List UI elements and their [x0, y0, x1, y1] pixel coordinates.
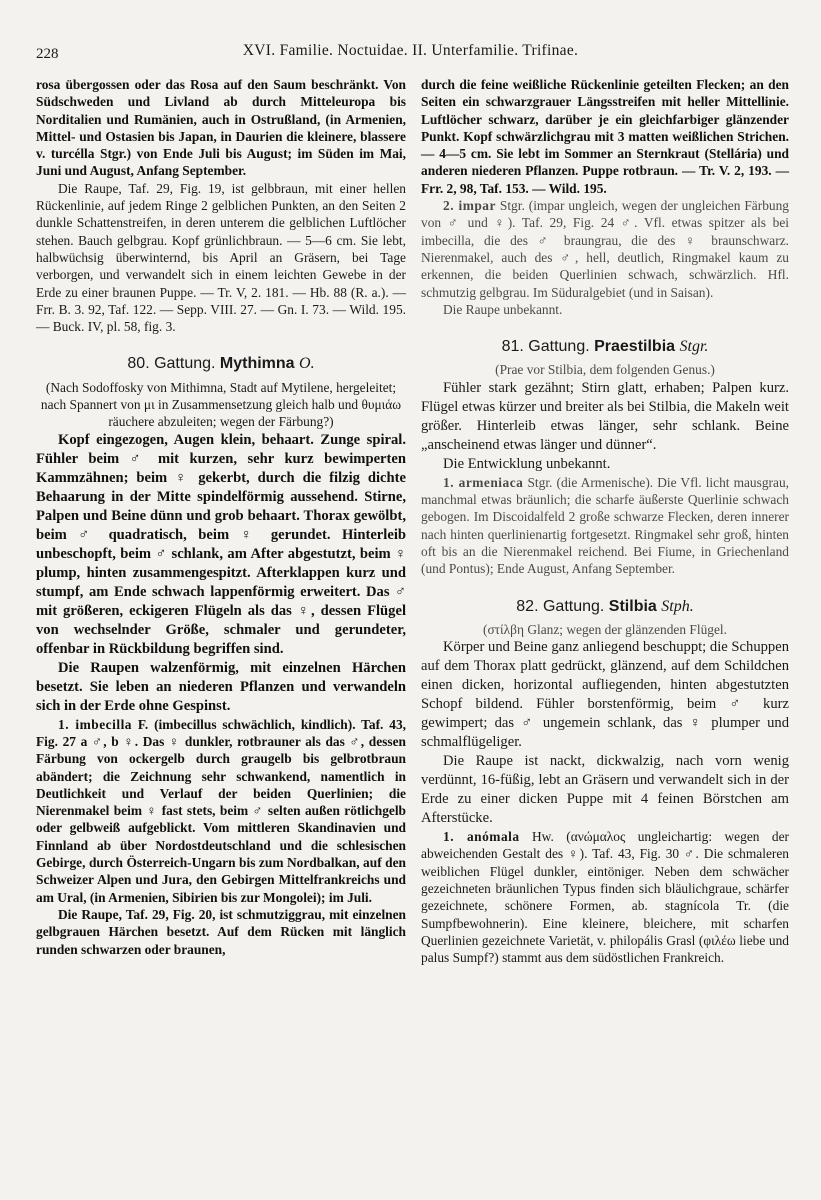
running-title: XVI. Familie. Noctuidae. II. Unterfamilie. Trifinae.: [242, 42, 579, 59]
species-raupe: Die Raupe unbekannt.: [443, 301, 563, 317]
species-raupe: Die Raupe, Taf. 29, Fig. 20, ist schmutziggrau, mit einzelnen gelbgrauen Härchen besetzt. Auf dem Rücken mit länglich runden schwarzen oder braunen,: [36, 906, 406, 957]
genus-number: 81. Gattung.: [501, 338, 590, 356]
species-imbecilla: [36, 716, 406, 906]
genus-81-heading: [421, 338, 789, 355]
genus-author: O.: [299, 355, 315, 373]
species-text: Stgr. (impar ungleich, wegen der ungleichen Färbung von ♂ und ♀). Taf. 29, Fig. 24 ♂. Vfl. etwas spitzer als bei imbecilla, die des ♂ braungrau, die des ♀ braunschwarz. Nierenmakel, auch des ♂, hell, deutlich, Ringmakel kaum zu erkennen, die beiden Querlinien schwach, schwärzlich. Hfl. schmutzig gelbgrau. Im Süduralgebiet (und in Saisan).: [421, 198, 789, 300]
right-column: [421, 76, 789, 967]
species-name: 1. imbecilla: [58, 716, 132, 732]
genus-raupen: Die Raupen walzenförmig, mit einzelnen Härchen besetzt. Sie leben an niederen Pflanzen und verwandeln sich in der Erde ohne Gespinst.: [36, 659, 406, 714]
genus-etymology: (Prae vor Stilbia, dem folgenden Genus.): [495, 362, 715, 378]
genus-80-heading: [36, 355, 406, 372]
genus-description: Kopf eingezogen, Augen klein, behaart. Zunge spiral. Fühler beim ♂ mit kurzen, sehr kurz bewimperten Kammzähnen; beim ♀ gekerbt, durch die filzig dichte Behaarung in der Mitte spindelförmig aussehend. Stirne, Palpen und Beine dünn und grob behaart. Thorax gewölbt, beim ♂ quadratisch, beim ♀ gerundet. Hinterleib unbeschopft, beim ♂ schlank, am After abgestutzt, beim ♀ plump, hinten zusammengespitzt. Afterklappen kurz und stumpf, am Ende schwach lappenförmig erweitert. Das ♂ mit größeren, eckigeren Flügeln als das ♀, dessen Flügel von wechselnder Größe, schmaler und gerundeter, offenbar in Rückbildung begriffen sind.: [36, 431, 406, 657]
page-number: 228: [36, 46, 59, 62]
genus-author: Stgr.: [679, 338, 709, 356]
species-impar: [421, 197, 789, 301]
species-name: 2. impar: [443, 198, 496, 214]
genus-name: Praestilbia: [594, 338, 676, 356]
species-name: 1. armeniaca: [443, 474, 524, 490]
species-armeniaca: [421, 474, 789, 578]
genus-development: Die Entwicklung unbekannt.: [443, 455, 611, 472]
page-header: [36, 38, 785, 68]
species-text: Stgr. (die Armenische). Die Vfl. licht mausgrau, manchmal etwas bräunlich; die scharfe äußerste Querlinie schwach gebogen. Im Discoidalfeld 2 große schwarze Flecken, deren innerer nach hinten querlinienartig fortgesetzt. Ringmakel sehr groß, hinten oft bis an die Nierenmakel reichend. Bei Fiume, in Griechenland (und Pontus); Ende August, Anfang September.: [421, 474, 789, 577]
genus-etymology: (Nach Sodoffosky von Mithimna, Stadt auf Mytilene, hergeleitet; nach Spannert von μι in Zusammensetzung gleich halb und θυμιάω räuchere abzuleiten; wegen der Färbung?): [40, 379, 402, 430]
species-name: 1. anómala: [443, 829, 520, 845]
genus-author: Stph.: [661, 597, 694, 615]
paragraph-continued: durch die feine weißliche Rückenlinie geteilten Flecken; an den Seiten ein schwarzgrauer Längsstreifen mit heller Mittellinie. Luftlöcher schwarz, darüber je ein gleichfarbiger glänzender Punkt. Kopf schwärzlichgrau mit 3 matten weißlichen Strichen. — 4—5 cm. Sie lebt im Sommer an Sternkraut (Stellária) und anderen niederen Pflanzen. Puppe rotbraun. — Tr. V. 2, 193. — Frr. 2, 98, Taf. 153. — Wild. 195.: [421, 77, 789, 196]
left-column: [36, 76, 406, 958]
genus-name: Stilbia: [608, 597, 657, 615]
genus-etymology: (στίλβη Glanz; wegen der glänzenden Flügel.: [483, 621, 727, 637]
genus-number: 82. Gattung.: [516, 597, 605, 615]
paragraph-intro: rosa übergossen oder das Rosa auf den Saum beschränkt. Von Südschweden und Livland ab durch Mitteleuropa bis Norditalien und Rumänien, auch in Ostrußland, (in Armenien, Mittel- und Ostasien bis Japan, in Daurien die kleinere, blassere v. turcélla Stgr.) von Ende Juli bis August; im Süden im Mai, Juni und August, Anfang September.: [36, 77, 406, 179]
paragraph-raupe: Die Raupe, Taf. 29, Fig. 19, ist gelbbraun, mit einer hellen Rückenlinie, auf jedem Ringe 2 gelblichen Punkten, an den Seiten 2 dunkle Schattenstreifen, in deren unterem die gelblichen Luftlöcher stehen. Bauch gelbgrau. Kopf grünlichbraun. — 5—6 cm. Sie lebt, halbwüchsig überwinternd, bis April an Gräsern, bei Tage verborgen, und verwandelt sich in einem leichten Gewebe in der Erde zu einer braunen Puppe. — Tr. V, 2. 181. — Hb. 88 (R. a.). — Frr. B. 3. 92, Taf. 122. — Sepp. VIII. 27. — Gn. I. 73. — Wild. 195. — Buck. IV, pl. 58, fig. 3.: [36, 180, 406, 335]
genus-description: Körper und Beine ganz anliegend beschuppt; die Schuppen auf dem Thorax platt gedrückt, glänzend, auf dem Schildchen einen dicken, horizontal aufliegenden, hinten abgestutzten Schopf bildend. Fühler borstenförmig, beim ♂ kurz gewimpert; das ♂ ungemein schlank, das ♀ plumper und schmalflügeliger.: [421, 639, 789, 751]
genus-name: Mythimna: [219, 355, 295, 373]
species-text: Hw. (ανώμαλος ungleichartig: wegen der abweichenden Gestalt des ♀). Taf. 43, Fig. 30 ♂. Die schmaleren weiblichen Flügel dunkler, eintöniger. Neben dem schwächer gezeichneten bräunlichen Typus finden sich bläulichgraue, schärfer gezeichnete, schönere Formen, ab. stagnícola Tr. (die Sumpfbewohnerin). Eine kleinere, bleichere, mit scharfen Querlinien gezeichnete Varietät, v. philopális Grasl (φιλέω liebe und palus Sumpf?) stammt aus dem südöstlichen Frankreich.: [421, 829, 789, 966]
species-anomala: [421, 828, 789, 966]
genus-number: 80. Gattung.: [127, 355, 216, 373]
genus-82-heading: [421, 598, 789, 615]
genus-raupe: Die Raupe ist nackt, dickwalzig, nach vorn wenig verdünnt, 16-füßig, lebt an Gräsern und verwandelt sich in der Erde zu einer dicken Puppe mit 4 feinen Börstchen am Afterstücke.: [421, 753, 789, 827]
genus-description: Fühler stark gezähnt; Stirn glatt, erhaben; Palpen kurz. Flügel etwas kürzer und breiter als bei Stilbia, die Makeln weit größer. Hinterleib etwas länger, sehr schlank. Beine „anscheinend etwas länger und dünner“.: [421, 379, 789, 453]
species-text: F. (imbecillus schwächlich, kindlich). Taf. 43, Fig. 27 a ♂, b ♀. Das ♀ dunkler, rotbrauner als das ♂, dessen Färbung von ockergelb durch graugelb bis gelbrotbraun abändert; die Zeichnung sehr schwankend, namentlich in Deutlichkeit und Verlauf der beiden Querlinien; die Nierenmakel beim ♀ fast stets, beim ♂ selten außen rötlichgelb oder gelbweiß aufgeblickt. Vom mittleren Skandinavien und Finnland ab über Nordostdeutschland und die schlesischen Gebirge, durch Österreich-Ungarn bis zum Nordbalkan, auf den Schweizer Alpen und Jura, den Gebirgen Mittelfrankreichs und am Ural, (in Armenien, Sibirien bis zur Mongolei); im Juli.: [36, 716, 406, 905]
